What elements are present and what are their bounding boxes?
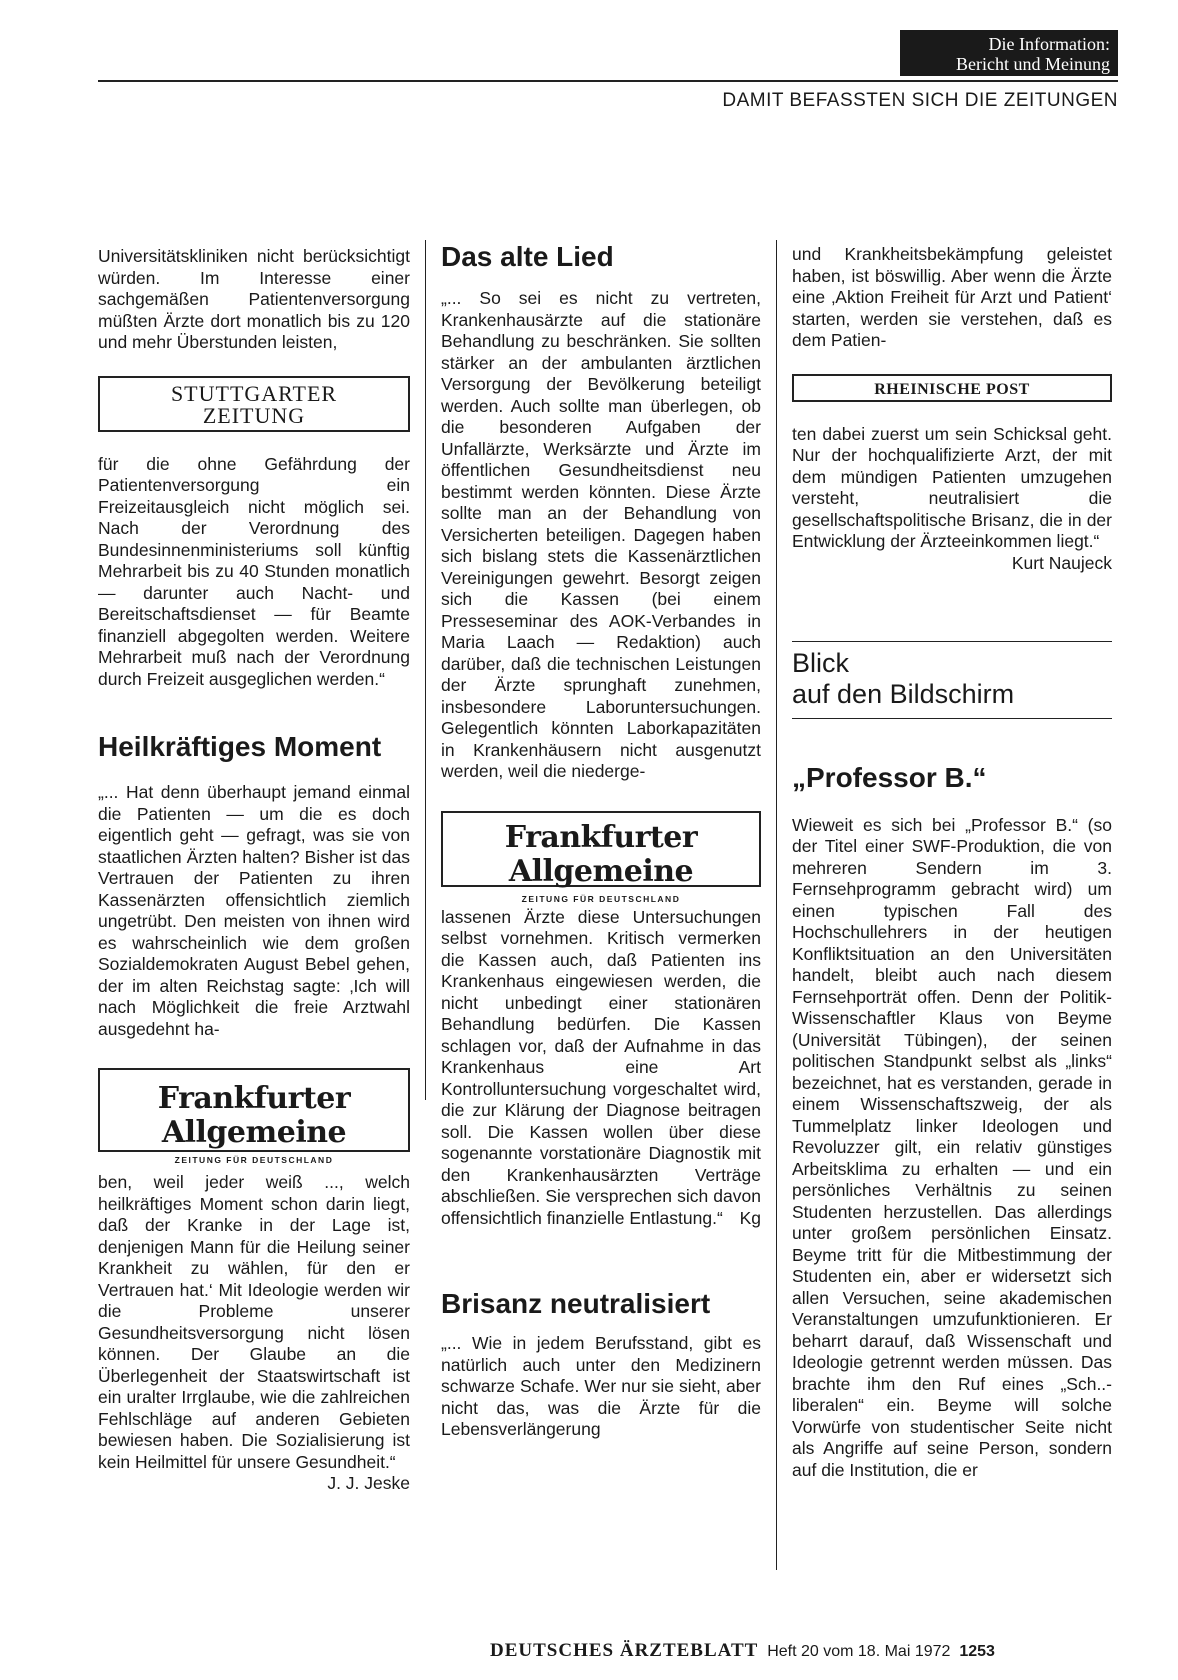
heading-brisanz-neutralisiert: Brisanz neutralisiert — [441, 1288, 711, 1319]
column-2 — [441, 240, 761, 1441]
stuttgarter-zeitung-logo — [98, 376, 410, 432]
stz-line-1: STUTTGARTER — [170, 380, 338, 406]
col1-paragraph-4-text: ben, weil jeder weiß ..., welch heilkräftiges Moment schon darin liegt, daß der Kranke in der Lage ist, denjenigen Mann für die Heilung seiner Krankheit zu wählen, für den er Vertrauen hat.‘ Mit Ideologie werden wir die Probleme unserer Gesundheitsversorgung nicht lösen können. Der Glaube an die Überlegenheit der Staatswirtschaft ist ein uralter Irrglaube, wie die zahlreichen Fehlschläge auf anderen Gebieten bewiesen haben. Die Sozialisierung ist kein Heilmittel für unsere Gesundheit.“ — [98, 1172, 410, 1472]
col1-paragraph-2: für die ohne Gefährdung der Patientenversorgung ein Freizeitausgleich nicht möglich sei. Nach der Verordnung des Bundesinnenministeriums soll künftig Mehrarbeit bis zu 40 Stunden monatlich — darunter auch Nacht- und Bereitschaftsdienset — für Beamte finanziell abgegolten werden. Weitere Mehrarbeit muß nach der Verordnung durch Freizeit ausgeglichen werden.“ — [98, 453, 410, 689]
heading-das-alte-lied: Das alte Lied — [441, 241, 614, 272]
faz-name: Frankfurter Allgemeine — [157, 1081, 351, 1150]
blick-box — [792, 641, 1112, 719]
page-number: 1253 — [959, 1643, 995, 1660]
col1-paragraph-4 — [98, 1172, 410, 1493]
faz-subtitle-2: ZEITUNG FÜR DEUTSCHLAND — [521, 893, 681, 904]
section-title: DAMIT BEFASSTEN SICH DIE ZEITUNGEN — [722, 90, 1118, 111]
faz-logo — [98, 1068, 410, 1165]
col2-paragraph-2 — [441, 907, 761, 1230]
col1-author: J. J. Jeske — [327, 1473, 410, 1493]
column-3 — [792, 244, 1112, 1481]
col3-paragraph-2 — [792, 423, 1112, 573]
section-badge — [900, 30, 1118, 76]
rp-name: RHEINISCHE POST — [874, 380, 1030, 398]
col2-paragraph-3: „... Wie in jedem Berufsstand, gibt es natürlich auch unter den Medizinern schwarze Schafe. Wer nur sie sieht, aber nicht das, was die Ärzte für die Lebensverlängerung — [441, 1333, 761, 1439]
col3-paragraph-2-text: ten dabei zuerst um sein Schicksal geht. Nur der hochqualifizierte Arzt, der mit dem mündigen Patienten umzugehen versteht, neutralisiert die gesellschaftspolitische Brisanz, die in der Entwicklung der Ärzteeinkommen liegt.“ — [792, 423, 1112, 551]
badge-line-1: Die Information: — [988, 34, 1110, 54]
col2-author: Kg — [739, 1207, 761, 1228]
header-rule — [98, 80, 1118, 82]
col1-paragraph-3: „... Hat denn überhaupt jemand einmal die Patienten — um die es doch eigentlich geht — gefragt, was sie von staatlichen Ärzten halten? Bisher ist das Vertrauen der Patienten zu ihren Kassenärzten offensichtlich ziemlich ungetrübt. Den meisten von ihnen wird es wahrscheinlich wie dem großen Sozialdemokraten August Bebel gehen, der im alten Reichstag sagte: ‚Ich will nach Möglichkeit die freie Arztwahl ausgedehnt ha- — [98, 782, 410, 1039]
blick-line-2: auf den Bildschirm — [792, 678, 1015, 709]
col3-paragraph-3: Wieweit es sich bei „Professor B.“ (so der Titel einer SWF-Produktion, die von mehreren Sendern im 3. Fernsehprogramm gebracht wird) um einen typischen Fall des Hochschullehrers in der heutigen Konfliktsituation an den Universitäten handelt, bleibt auch nach diesem Fernsehporträt offen. Denn der Politik-Wissenschaftler Klaus von Beyme (Universität Tübingen), der seinen politischen Standpunkt selbst als „links“ bezeichnet, hat es verstanden, gerade in einem Wissenschaftszweig, der als Tummelplatz linker Ideologen und Revoluzzer gilt, ein relativ günstiges Arbeitsklima zu erhalten — und ein persönliches Verhältnis zu seinen Studenten herzustellen. Das allerdings unter großem persönlichen Einsatz. Beyme tritt für die Mitbestimmung der Studenten ein, aber er widersetzt sich allen Versuchen, seine akademischen Veranstaltungen umzufunktionieren. Er beharrt darauf, daß Wissenschaft und Ideologie getrennt werden müssen. Das brachte ihm den Ruf eines „Sch..-liberalen“ ein. Beyme will solche Vorwürfe von studentischer Seite nicht als Angriffe auf seine Person, sondern auf die Institution, die er — [792, 814, 1112, 1480]
column-1 — [98, 246, 410, 1495]
column-divider-2 — [776, 240, 777, 1570]
issue-info: Heft 20 vom 18. Mai 1972 — [767, 1643, 951, 1660]
page-footer — [490, 1640, 995, 1662]
heading-heilkraeftiges-moment: Heilkräftiges Moment — [98, 731, 382, 762]
faz-logo-2 — [441, 811, 761, 904]
rheinische-post-logo — [792, 374, 1112, 402]
col3-author: Kurt Naujeck — [1011, 552, 1112, 573]
blick-line-1: Blick — [792, 647, 850, 678]
badge-line-2: Bericht und Meinung — [956, 54, 1110, 74]
faz-name-2: Frankfurter Allgemeine — [504, 819, 698, 889]
stz-line-2: ZEITUNG — [202, 402, 306, 428]
col2-paragraph-2-text: lassenen Ärzte diese Untersuchungen selbst vornehmen. Kritisch vermerken die Kassen auch, daß Patienten ins Krankenhaus eingewiesen werden, die nicht unbedingt einer stationären Behandlung bedürfen. Die Kassen schlagen vor, daß der Aufnahme in das Krankenhaus eine Art Kontrolluntersuchung vorgeschaltet wird, die zur Klärung der Diagnose beitragen soll. Die Kassen wollen über diese sogenannte vorstationäre Diagnostik mit den Krankenhausärzten Verträge abschließen. Sie versprechen sich davon offensichtlich finanzielle Entlastung.“ — [441, 906, 761, 1228]
col1-paragraph-1: Universitätskliniken nicht berücksichtigt würden. Im Interesse einer sachgemäßen Patientenversorgung müßten Ärzte dort monatlich bis zu 120 und mehr Überstunden leisten, — [98, 246, 410, 352]
col2-paragraph-1: „... So sei es nicht zu vertreten, Krankenhausärzte auf die stationäre Behandlung zu beschränken. Sie sollten stärker an der ambulanten ärztlichen Versorgung der Bevölkerung beteiligt werden. Auch sollte man überlegen, ob die besonderen Aufgaben der Unfallärzte, Werksärzte und Ärzte im öffentlichen Gesundheitsdienst neu bestimmt werden könnten. Diese Ärzte sollte man an der Behandlung von Versicherten beteiligen. Dagegen haben sich bislang stets die Kassenärztlichen Vereinigungen gewehrt. Besorgt zeigen sich die Kassen (bei einem Presseseminar des AOK-Verbandes in Maria Laach — Redaktion) auch darüber, daß die technischen Leistungen der Ärzte sprunghaft zunehmen, insbesondere Laboruntersuchungen. Gelegentlich könnten Laborkapazitäten in Krankenhäusern nicht ausgenutzt werden, weil die niederge- — [441, 288, 761, 781]
magazine-name: DEUTSCHES ÄRZTEBLATT — [490, 1640, 759, 1661]
col3-paragraph-1: und Krankheitsbekämpfung geleistet haben, ist böswillig. Aber wenn die Ärzte eine ‚Aktion Freiheit für Arzt und Patient‘ starten, werden sie verstehen, daß es dem Patien- — [792, 244, 1112, 350]
column-divider-1 — [425, 240, 426, 1100]
heading-professor-b: „Professor B.“ — [792, 761, 987, 793]
faz-subtitle: ZEITUNG FÜR DEUTSCHLAND — [174, 1155, 334, 1165]
